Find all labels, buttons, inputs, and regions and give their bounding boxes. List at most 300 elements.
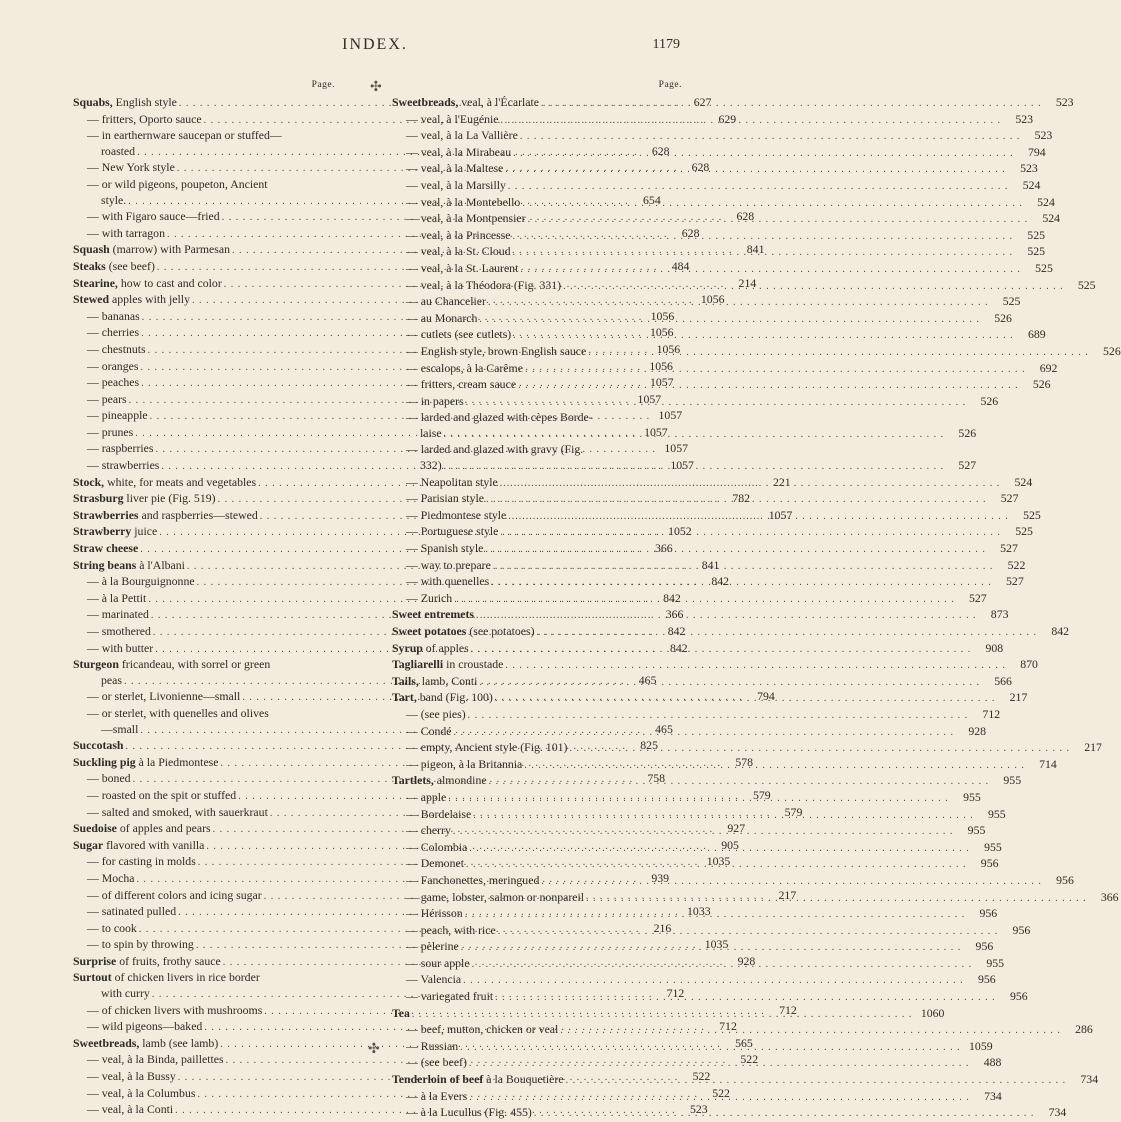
entry-text: — veal, à la St. Cloud: [406, 244, 511, 259]
entry-page-number: 524: [1014, 474, 1033, 489]
entry-headword: Sweetbreads,: [392, 95, 459, 109]
entry-page-number: 522: [740, 1052, 759, 1067]
entry-page-number: 841: [746, 242, 765, 257]
entry-text: fricandeau, with sorrel or green: [118, 657, 271, 672]
entry-page-number: 527: [958, 458, 977, 473]
index-entry: [392, 358, 1058, 378]
entry-page-number: 525: [1002, 294, 1021, 309]
entry-text: — Demonet: [406, 856, 464, 871]
dot-leader: [523, 362, 1028, 378]
page-number: 1179: [652, 37, 680, 52]
entry-page-number: 524: [1042, 211, 1061, 226]
entry-text: veal, à l'Écarlate: [458, 95, 540, 109]
column-header: [73, 80, 335, 94]
entry-text: — variegated fruit: [406, 989, 494, 1004]
entry-text: — Mocha: [87, 870, 135, 885]
entry-page-number: 1057: [664, 441, 688, 456]
entry-page-number: 1056: [649, 358, 673, 373]
entry-text: of chicken livers in rice border: [111, 970, 260, 985]
entry-page-number: 1056: [649, 325, 674, 340]
index-entry: [392, 721, 987, 741]
entry-text: apples with jelly: [109, 292, 190, 307]
entry-page-number: 629: [718, 111, 737, 126]
column-header: [392, 80, 682, 94]
dot-leader: [470, 957, 975, 973]
index-entry: [392, 458, 977, 475]
entry-page-number: 526: [1103, 343, 1121, 358]
dot-leader: [506, 509, 1011, 525]
entry-page-number: 928: [968, 723, 987, 738]
dot-leader: [506, 179, 1011, 195]
entry-text: — veal, à la St. Laurent: [406, 260, 519, 275]
entry-page-number: 628: [691, 160, 710, 175]
entry-headword: Sweetbreads,: [73, 1035, 140, 1050]
dot-leader: [518, 129, 1023, 145]
dot-leader: [535, 625, 1040, 641]
entry-page-number: 1056: [656, 341, 681, 356]
entry-text: and raspberries—stewed: [138, 507, 258, 522]
entry-headword: Stock,: [73, 474, 105, 489]
entry-text: — peaches: [87, 375, 140, 390]
entry-text: — cutlets (see cutlets): [406, 327, 512, 342]
index-entry: [392, 177, 1041, 195]
dot-leader: [464, 857, 969, 873]
index-entry: [392, 192, 1055, 212]
dot-leader: [486, 295, 991, 311]
entry-text: — New York style: [87, 160, 175, 175]
entry-text: — Neapolitan style: [406, 474, 498, 489]
column-divider-ornament-bottom: ✣: [368, 1042, 380, 1057]
entry-headword: Tails,: [392, 673, 419, 688]
dot-leader: [567, 741, 1072, 757]
entry-text: — Hérisson: [406, 906, 463, 921]
entry-headword: Surtout: [73, 970, 112, 985]
entry-text: peas: [101, 672, 122, 687]
entry-page-number: 956: [979, 906, 998, 921]
entry-page-number: 527: [1000, 541, 1018, 556]
entry-text: of apples and pears: [116, 821, 211, 836]
entry-text: — veal, à la Bussy: [87, 1069, 176, 1084]
page-column-label: Page.: [658, 80, 682, 90]
entry-text: lamb (see lamb): [139, 1035, 219, 1050]
entry-page-number: 214: [738, 275, 757, 290]
dot-leader: [526, 212, 1031, 228]
entry-page-number: 522: [692, 1069, 711, 1084]
entry-headword: Sturgeon: [73, 657, 119, 672]
index-entry: [392, 144, 1046, 162]
entry-text: — pigeon, à la Britannia: [406, 756, 523, 771]
entry-text: liver pie (Fig. 519): [123, 491, 216, 506]
entry-headword: Tea: [392, 1005, 410, 1020]
entry-text: à la Piedmontese: [135, 754, 219, 769]
entry-page-number: 842: [667, 624, 686, 638]
index-entry: [392, 425, 977, 443]
entry-text: — à la Bourguignonne: [87, 574, 195, 589]
dot-leader: [452, 725, 957, 741]
entry-page-number: 842: [669, 640, 688, 655]
dot-leader: [493, 691, 998, 707]
entry-page-number: 465: [638, 672, 657, 687]
entry-page-number: 628: [681, 225, 700, 240]
entry-page-number: 627: [693, 95, 712, 109]
entry-text: — satinated pulled: [87, 904, 177, 919]
entry-page-number: 842: [1051, 624, 1070, 638]
index-entry: [392, 410, 682, 426]
entry-text: — Zurich: [406, 590, 453, 605]
entry-page-number: 841: [701, 557, 720, 572]
entry-page-number: 1056: [650, 308, 675, 323]
entry-page-number: 712: [666, 986, 685, 1001]
dot-leader: [451, 824, 956, 840]
entry-text: — prunes: [87, 424, 134, 439]
entry-text: —small: [101, 721, 139, 736]
index-entry: [392, 920, 1031, 940]
entry-page-number: 522: [712, 1085, 730, 1100]
entry-text: — à la Lucullus (Fig. 455): [406, 1105, 532, 1120]
entry-text: — marinated: [87, 607, 149, 622]
entry-text: how to cast and color: [117, 275, 222, 290]
entry-text: — veal, à la Montebello: [406, 194, 521, 209]
dot-leader: [516, 378, 1021, 394]
entry-page-number: 714: [1039, 756, 1057, 771]
dot-leader: [474, 608, 979, 624]
dot-leader: [442, 424, 947, 443]
index-entry: [392, 989, 1028, 1006]
dot-leader: [518, 262, 1023, 278]
entry-text: — bananas: [87, 308, 140, 323]
entry-page-number: 842: [711, 574, 730, 589]
entry-headword: String beans: [73, 557, 137, 572]
index-entry: [392, 640, 1004, 658]
entry-text: in croustade: [443, 657, 504, 672]
entry-text: — (see beef): [406, 1055, 467, 1070]
dot-leader: [459, 940, 964, 956]
entry-page-number: 1057: [649, 375, 674, 390]
dot-leader: [467, 841, 972, 857]
index-entry: [392, 377, 1051, 394]
index-entry: [392, 524, 1033, 541]
entry-page-number: 1035: [704, 937, 729, 952]
entry-text: — Russian: [406, 1038, 459, 1053]
entry-text: — veal, à la Conti: [87, 1102, 174, 1117]
entry-text: — game, lobster, salmon or nonpareil: [406, 889, 585, 904]
index-entry: [392, 327, 1046, 344]
entry-headword: Suckling pig: [73, 754, 136, 769]
entry-text: — Parisian style: [406, 491, 484, 506]
entry-text: — empty, Ancient style (Fig. 101): [406, 740, 568, 755]
entry-text: (marrow) with Parmesan: [109, 242, 230, 257]
entry-page-number: 734: [984, 1088, 1002, 1103]
dot-leader: [498, 525, 1003, 541]
entry-page-number: 523: [1020, 161, 1038, 176]
entry-page-number: 794: [757, 689, 775, 704]
entry-page-number: 579: [752, 787, 771, 802]
dot-leader: [503, 658, 1008, 674]
entry-headword: Steaks: [73, 258, 106, 273]
index-entry: [73, 657, 335, 673]
dot-leader: [471, 808, 976, 824]
entry-text: — in earthernware saucepan or stuffed—: [87, 128, 282, 143]
entry-text: — larded and glazed with cèpes Borde-: [406, 410, 593, 425]
dot-leader: [446, 791, 951, 807]
entry-text: — to cook: [87, 920, 137, 935]
entry-page-number: 524: [1037, 194, 1055, 209]
entry-page-number: 825: [640, 738, 658, 753]
entry-page-number: 526: [994, 310, 1012, 325]
entry-text: — au Monarch: [406, 310, 478, 325]
entry-text: — Spanish style: [406, 541, 484, 556]
index-entry: [73, 128, 335, 144]
entry-text: laise: [420, 425, 442, 440]
dot-leader: [484, 492, 989, 508]
entry-headword: Tartlets,: [392, 773, 434, 788]
entry-page-number: 956: [1009, 989, 1028, 1004]
entry-text: — à la Evers: [406, 1088, 468, 1103]
entry-page-number: 484: [671, 258, 690, 273]
dot-leader: [491, 559, 996, 575]
dot-leader: [511, 328, 1016, 344]
entry-page-number: 1060: [920, 1005, 945, 1020]
entry-page-number: 734: [1080, 1072, 1099, 1087]
index-entry: [392, 773, 1022, 790]
entry-page-number: 956: [980, 856, 999, 871]
dot-leader: [477, 312, 982, 328]
entry-text: — veal, à la Princesse: [406, 227, 511, 242]
entry-page-number: 628: [736, 209, 755, 224]
entry-page-number: 526: [1032, 377, 1051, 392]
entry-text: juice: [131, 524, 158, 539]
dot-leader: [586, 345, 1091, 361]
entry-text: — cherries: [87, 325, 140, 340]
entry-page-number: 955: [986, 955, 1005, 970]
entry-headword: Sweet potatoes: [392, 624, 467, 638]
dot-leader: [467, 1056, 972, 1072]
index-entry: [73, 970, 335, 986]
entry-page-number: 522: [1007, 557, 1026, 572]
entry-text: of fruits, frothy sauce: [116, 953, 221, 968]
entry-text: — veal, à la Théodora (Fig. 331): [406, 277, 562, 292]
entry-text: — of different colors and icing sugar: [87, 887, 262, 902]
entry-text: — (see pies): [406, 706, 466, 721]
entry-page-number: 955: [1003, 773, 1022, 788]
dot-leader: [511, 143, 1016, 162]
entry-text: — pears: [87, 391, 127, 406]
entry-text: — strawberries: [87, 458, 160, 473]
entry-page-number: 905: [721, 837, 739, 852]
index-entry: [392, 673, 1012, 691]
entry-headword: Stewed: [73, 292, 110, 307]
entry-text: — with tarragon: [87, 225, 165, 240]
index-entry: [73, 706, 335, 722]
entry-page-number: 689: [1027, 327, 1046, 342]
dot-leader: [584, 891, 1089, 907]
entry-page-number: 525: [1035, 260, 1053, 275]
page-header: [0, 36, 750, 56]
entry-text: — veal, à la Binda, paillettes: [87, 1052, 224, 1067]
entry-text: — Bordelaise: [406, 806, 472, 821]
entry-text: — veal, à la Columbus: [87, 1085, 196, 1100]
entry-page-number: 366: [1100, 889, 1119, 904]
entry-page-number: 286: [1075, 1022, 1093, 1037]
entry-text: — Piedmontese style: [406, 507, 507, 522]
entry-page-number: 1057: [768, 507, 793, 522]
entry-text: — fritters, cream sauce: [406, 377, 517, 392]
entry-page-number: 842: [663, 590, 681, 605]
entry-page-number: 956: [1056, 872, 1074, 887]
dot-leader: [469, 642, 974, 658]
entry-page-number: 217: [1009, 690, 1028, 705]
entry-page-number: 1059: [969, 1038, 993, 1053]
entry-page-number: 523: [1015, 111, 1034, 126]
entry-page-number: 1035: [706, 854, 731, 869]
entry-text: — veal, à l'Eugénie: [406, 111, 499, 126]
dot-leader: [452, 592, 957, 608]
entry-text: — or sterlet, with quenelles and olives: [87, 705, 269, 720]
entry-page-number: 527: [969, 590, 987, 605]
entry-text: — Condé: [406, 723, 452, 738]
entry-page-number: 1057: [658, 408, 683, 423]
entry-text: — in papers: [406, 393, 464, 408]
entry-page-number: 523: [1034, 128, 1053, 143]
index-entry: [392, 870, 1074, 890]
dot-leader: [483, 542, 988, 558]
entry-headword: Tenderloin of beef: [392, 1072, 484, 1087]
entry-headword: Strawberry: [73, 524, 132, 539]
entry-page-number: 927: [727, 821, 746, 836]
entry-text: flavored with vanilla: [103, 837, 205, 852]
entry-page-number: 465: [655, 721, 673, 736]
entry-text: — raspberries: [87, 441, 154, 456]
column-divider-ornament-top: ✣: [370, 80, 382, 95]
entry-text: — Fanchonettes, meringued: [406, 872, 540, 887]
entry-page-number: 221: [772, 474, 791, 489]
entry-headword: Sweet entremets: [392, 607, 474, 622]
dot-leader: [539, 874, 1044, 890]
entry-text: — to spin by throwing: [87, 937, 194, 952]
entry-text: English style: [112, 95, 177, 109]
entry-page-number: 654: [643, 192, 661, 207]
entry-text: — chestnuts: [87, 341, 146, 356]
index-entry: [392, 442, 682, 458]
entry-text: — or wild pigeons, poupeton, Ancient: [87, 176, 268, 191]
entry-text: — peach, with rice: [406, 922, 496, 937]
entry-page-number: 956: [975, 939, 994, 954]
entry-page-number: 527: [1000, 491, 1019, 506]
entry-text: — veal, à la Maltese: [406, 161, 504, 176]
entry-text: — roasted on the spit or stuffed: [87, 787, 237, 802]
entry-page-number: 794: [1027, 144, 1046, 159]
entry-text: — or sterlet, Livonienne—small: [87, 689, 241, 704]
entry-page-number: 782: [732, 491, 751, 506]
entry-text: — cherry: [406, 823, 451, 838]
dot-leader: [539, 96, 1044, 112]
entry-headword: Syrup: [392, 640, 423, 655]
entry-page-number: 692: [1039, 360, 1058, 375]
entry-text: — veal, à la La Vallière: [406, 128, 518, 143]
entry-page-number: 526: [980, 393, 999, 408]
entry-page-number: 523: [689, 1102, 708, 1117]
dot-leader: [493, 990, 998, 1006]
entry-text: à l'Albani: [136, 557, 185, 572]
entry-page-number: 525: [1027, 244, 1046, 259]
index-entry: [392, 128, 1053, 145]
dot-leader: [463, 907, 968, 923]
dot-leader: [503, 162, 1008, 178]
entry-text: style.: [101, 192, 127, 207]
entry-page-number: 939: [651, 870, 670, 885]
index-entry: [392, 541, 1018, 558]
entry-page-number: 873: [990, 607, 1009, 622]
entry-page-number: 216: [653, 920, 672, 935]
dot-leader: [532, 1106, 1037, 1122]
entry-text: — pineapple: [87, 408, 148, 423]
entry-page-number: 1057: [637, 391, 662, 406]
entry-page-number: 628: [651, 143, 670, 158]
entry-headword: Strasburg: [73, 491, 124, 506]
entry-text: 332): [420, 458, 442, 473]
dot-leader: [561, 279, 1066, 295]
index-entry: [392, 308, 1012, 328]
entry-headword: Tagliarelli: [392, 657, 444, 672]
entry-text: — au Chancelier: [406, 294, 486, 309]
entry-headword: Succotash: [73, 738, 124, 753]
entry-text: of apples: [422, 640, 469, 655]
entry-headword: Squash: [73, 242, 110, 257]
dot-leader: [499, 113, 1004, 129]
entry-text: — Colombia: [406, 839, 468, 854]
entry-headword: Straw cheese: [73, 541, 139, 556]
index-entry: [73, 177, 335, 193]
entry-page-number: 712: [719, 1019, 737, 1034]
entry-text: — pèlerine: [406, 939, 459, 954]
entry-text: — with butter: [87, 640, 154, 655]
page-title: INDEX.: [342, 36, 408, 53]
dot-leader: [522, 758, 1027, 774]
dot-leader: [466, 708, 971, 724]
dot-leader: [498, 476, 1003, 492]
entry-text: à la Bouquetière: [483, 1072, 564, 1087]
dot-leader: [461, 973, 966, 989]
entry-page-number: 579: [784, 804, 803, 819]
entry-page-number: 366: [665, 607, 684, 622]
entry-text: — à la Pettit: [87, 590, 147, 605]
page-column-label: Page.: [311, 80, 335, 90]
entry-page-number: 523: [1055, 95, 1074, 109]
entry-page-number: 526: [958, 425, 977, 440]
entry-text: band (Fig. 100): [416, 690, 493, 705]
dot-leader: [511, 245, 1016, 261]
dot-leader: [558, 1023, 1063, 1039]
entry-page-number: 525: [1027, 227, 1045, 242]
entry-headword: Stearine,: [73, 275, 118, 290]
entry-text: almondine: [433, 773, 487, 788]
dot-leader: [487, 774, 992, 790]
dot-leader: [458, 1040, 963, 1056]
entry-text: (see beef): [105, 258, 155, 273]
index-entry: [392, 391, 999, 411]
entry-page-number: 366: [655, 541, 673, 556]
entry-text: — with quenelles: [406, 574, 490, 589]
entry-text: — oranges: [87, 358, 139, 373]
index-entry: [392, 706, 1001, 724]
entry-page-number: 908: [985, 640, 1004, 655]
entry-text: lamb, Conti: [418, 673, 478, 688]
entry-page-number: 956: [1012, 922, 1031, 937]
dot-leader: [520, 196, 1025, 212]
index-entry: [392, 341, 1121, 361]
entry-page-number: 488: [983, 1055, 1002, 1070]
entry-page-number: 1052: [668, 524, 692, 539]
